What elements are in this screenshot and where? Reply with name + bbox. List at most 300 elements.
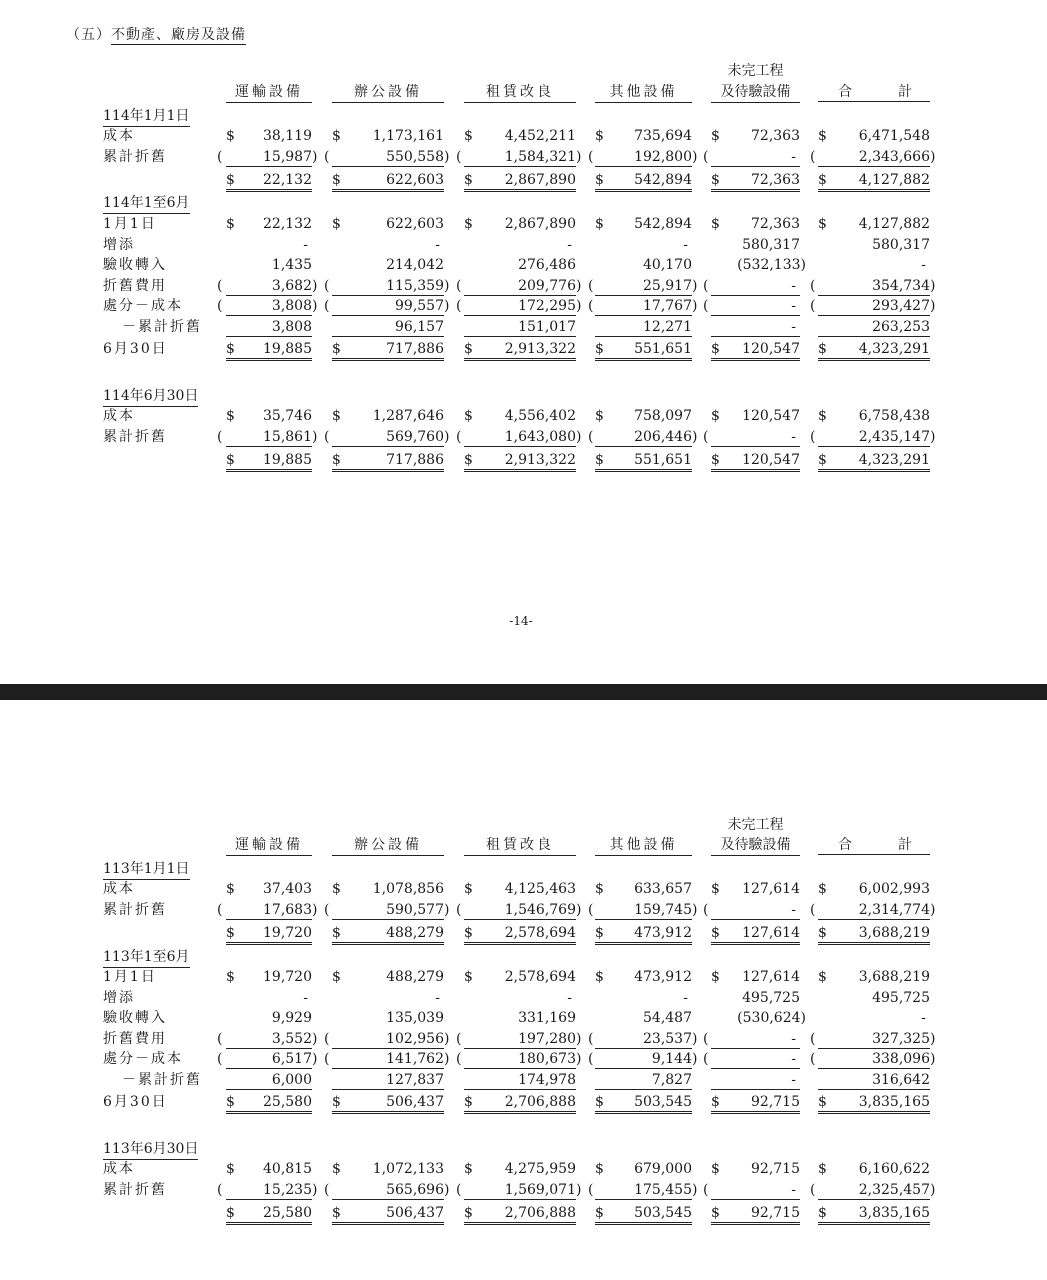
paren-open: ( bbox=[456, 298, 462, 314]
paren-open: ( bbox=[703, 277, 709, 294]
column-header-leasehold: 租賃改良 bbox=[464, 836, 576, 856]
paren-close: ) bbox=[312, 902, 318, 918]
paren-open: ( bbox=[703, 902, 709, 918]
paren-open: ( bbox=[703, 298, 709, 314]
currency-sign: $ bbox=[464, 172, 473, 188]
cell-value: 175,455 bbox=[634, 1182, 692, 1198]
row-label: 折舊費用 bbox=[103, 1030, 167, 1047]
currency-sign: $ bbox=[226, 128, 235, 144]
cell-value: - bbox=[303, 236, 308, 253]
cell-value: 338,096 bbox=[872, 1051, 930, 1067]
currency-sign: $ bbox=[818, 1161, 827, 1177]
paren-close: ) bbox=[312, 298, 318, 314]
cell-value: - bbox=[435, 236, 440, 253]
cell-value: - bbox=[791, 318, 796, 335]
paren-close: ) bbox=[930, 1030, 936, 1047]
cell-value: - bbox=[683, 236, 688, 253]
section-title-text: 不動產、廠房及設備 bbox=[111, 27, 246, 43]
paren-close: ) bbox=[930, 1051, 936, 1067]
row-label: 處分－成本 bbox=[103, 1051, 183, 1067]
cell-value: 120,547 bbox=[742, 408, 800, 424]
cell-value: 495,725 bbox=[872, 989, 930, 1006]
cell-value: 717,886 bbox=[386, 452, 444, 468]
currency-sign: $ bbox=[464, 1205, 473, 1221]
cell-value: 2,325,457 bbox=[858, 1182, 930, 1198]
cell-value: 580,317 bbox=[872, 236, 930, 253]
column-header-transport: 運輸設備 bbox=[226, 83, 312, 103]
cell-value: 54,487 bbox=[643, 1010, 692, 1026]
currency-sign: $ bbox=[332, 172, 341, 188]
row-label: 折舊費用 bbox=[103, 277, 167, 294]
paren-open: ( bbox=[810, 429, 816, 445]
cell-value: 590,577 bbox=[386, 902, 444, 918]
currency-sign: $ bbox=[595, 216, 604, 232]
cell-value: 2,913,322 bbox=[504, 341, 576, 357]
row-label: 累計折舊 bbox=[103, 429, 167, 445]
cell-value: 6,002,993 bbox=[858, 881, 930, 897]
cell-value: 96,157 bbox=[395, 318, 444, 335]
cell-value: 3,688,219 bbox=[858, 925, 930, 941]
column-header-unfinished: 及待驗設備 bbox=[711, 83, 800, 103]
cell-value: 4,452,211 bbox=[504, 128, 576, 144]
row-label: 處分－成本 bbox=[103, 298, 183, 314]
cell-value: - bbox=[921, 1010, 926, 1026]
paren-close: ) bbox=[692, 277, 698, 294]
cell-value: 6,160,622 bbox=[858, 1161, 930, 1177]
cell-value: 1,072,133 bbox=[372, 1161, 444, 1177]
column-header-leasehold: 租賃改良 bbox=[464, 83, 576, 103]
paren-close: ) bbox=[576, 298, 582, 314]
column-header-other: 其他設備 bbox=[595, 83, 692, 103]
paren-open: ( bbox=[588, 1182, 594, 1198]
cell-value: 1,435 bbox=[271, 257, 312, 273]
cell-value: 488,279 bbox=[386, 969, 444, 985]
row-label: －累計折舊 bbox=[122, 318, 202, 335]
currency-sign: $ bbox=[464, 925, 473, 941]
paren-close: ) bbox=[576, 277, 582, 294]
paren-close: ) bbox=[930, 1182, 936, 1198]
cell-value: 473,912 bbox=[634, 925, 692, 941]
cell-value: (532,133) bbox=[737, 257, 806, 273]
paren-open: ( bbox=[217, 429, 223, 445]
cell-value: 633,657 bbox=[634, 881, 692, 897]
currency-sign: $ bbox=[464, 881, 473, 897]
currency-sign: $ bbox=[818, 881, 827, 897]
paren-open: ( bbox=[810, 298, 816, 314]
row-label: 累計折舊 bbox=[103, 1182, 167, 1198]
cell-value: 127,614 bbox=[742, 881, 800, 897]
cell-value: 3,682 bbox=[271, 277, 312, 294]
paren-open: ( bbox=[456, 277, 462, 294]
paren-close: ) bbox=[692, 1051, 698, 1067]
currency-sign: $ bbox=[711, 128, 720, 144]
cell-value: 473,912 bbox=[634, 969, 692, 985]
cell-value: 316,642 bbox=[872, 1071, 930, 1088]
paren-close: ) bbox=[444, 298, 450, 314]
paren-close: ) bbox=[444, 902, 450, 918]
currency-sign: $ bbox=[818, 1094, 827, 1110]
section-title-prefix: （五） bbox=[66, 27, 111, 43]
cell-value: 17,683 bbox=[263, 902, 312, 918]
cell-value: 495,725 bbox=[742, 989, 800, 1006]
cell-value: 503,545 bbox=[634, 1094, 692, 1110]
cell-value: 1,078,856 bbox=[372, 881, 444, 897]
paren-close: ) bbox=[692, 298, 698, 314]
paren-close: ) bbox=[930, 277, 936, 294]
currency-sign: $ bbox=[595, 1205, 604, 1221]
cell-value: 22,132 bbox=[263, 172, 312, 188]
paren-open: ( bbox=[217, 1030, 223, 1047]
currency-sign: $ bbox=[711, 925, 720, 941]
paren-close: ) bbox=[312, 149, 318, 165]
cell-value: 192,800 bbox=[634, 149, 692, 165]
row-label: 6月30日 bbox=[103, 1094, 168, 1110]
cell-value: 19,885 bbox=[263, 341, 312, 357]
currency-sign: $ bbox=[711, 881, 720, 897]
paren-open: ( bbox=[456, 1051, 462, 1067]
column-header-total bbox=[818, 836, 930, 855]
paren-open: ( bbox=[703, 1051, 709, 1067]
currency-sign: $ bbox=[332, 1161, 341, 1177]
cell-value: 758,097 bbox=[634, 408, 692, 424]
cell-value: - bbox=[791, 1182, 796, 1198]
cell-value: - bbox=[567, 236, 572, 253]
paren-open: ( bbox=[217, 902, 223, 918]
cell-value: 1,569,071 bbox=[504, 1182, 576, 1198]
cell-value: 6,758,438 bbox=[858, 408, 930, 424]
cell-value: - bbox=[791, 1030, 796, 1047]
cell-value: 141,762 bbox=[386, 1051, 444, 1067]
currency-sign: $ bbox=[595, 925, 604, 941]
cell-value: 4,323,291 bbox=[858, 341, 930, 357]
cell-value: 542,894 bbox=[634, 216, 692, 232]
cell-value: 19,720 bbox=[263, 925, 312, 941]
cell-value: 506,437 bbox=[386, 1094, 444, 1110]
currency-sign: $ bbox=[595, 969, 604, 985]
currency-sign: $ bbox=[818, 925, 827, 941]
cell-value: 40,815 bbox=[263, 1161, 312, 1177]
paren-open: ( bbox=[217, 149, 223, 165]
currency-sign: $ bbox=[818, 216, 827, 232]
paren-open: ( bbox=[456, 1182, 462, 1198]
paren-close: ) bbox=[444, 429, 450, 445]
cell-value: 331,169 bbox=[518, 1010, 576, 1026]
currency-sign: $ bbox=[818, 172, 827, 188]
cell-value: 679,000 bbox=[634, 1161, 692, 1177]
currency-sign: $ bbox=[711, 969, 720, 985]
cell-value: 151,017 bbox=[518, 318, 576, 335]
currency-sign: $ bbox=[818, 452, 827, 468]
paren-close: ) bbox=[576, 149, 582, 165]
paren-open: ( bbox=[703, 1182, 709, 1198]
cell-value: 3,808 bbox=[271, 318, 312, 335]
cell-value: 2,706,888 bbox=[504, 1205, 576, 1221]
cell-value: 4,125,463 bbox=[504, 881, 576, 897]
cell-value: - bbox=[791, 298, 796, 314]
cell-value: 4,323,291 bbox=[858, 452, 930, 468]
cell-value: 488,279 bbox=[386, 925, 444, 941]
group-heading: 113年6月30日 bbox=[103, 1140, 198, 1160]
paren-open: ( bbox=[810, 277, 816, 294]
section-title bbox=[66, 26, 246, 44]
paren-open: ( bbox=[324, 298, 330, 314]
paren-close: ) bbox=[930, 429, 936, 445]
cell-value: 2,435,147 bbox=[858, 429, 930, 445]
row-label: 驗收轉入 bbox=[103, 257, 167, 273]
cell-value: 180,673 bbox=[518, 1051, 576, 1067]
cell-value: 92,715 bbox=[751, 1161, 800, 1177]
cell-value: 92,715 bbox=[751, 1094, 800, 1110]
cell-value: 174,978 bbox=[518, 1071, 576, 1088]
paren-open: ( bbox=[588, 298, 594, 314]
currency-sign: $ bbox=[818, 341, 827, 357]
cell-value: 276,486 bbox=[518, 257, 576, 273]
currency-sign: $ bbox=[711, 1094, 720, 1110]
paren-open: ( bbox=[324, 902, 330, 918]
cell-value: 565,696 bbox=[386, 1182, 444, 1198]
cell-value: 506,437 bbox=[386, 1205, 444, 1221]
cell-value: 6,517 bbox=[271, 1051, 312, 1067]
cell-value: 19,885 bbox=[263, 452, 312, 468]
currency-sign: $ bbox=[464, 408, 473, 424]
paren-open: ( bbox=[703, 429, 709, 445]
currency-sign: $ bbox=[226, 452, 235, 468]
currency-sign: $ bbox=[711, 1205, 720, 1221]
paren-close: ) bbox=[692, 902, 698, 918]
paren-close: ) bbox=[312, 1051, 318, 1067]
row-label: 成本 bbox=[103, 881, 135, 897]
cell-value: 717,886 bbox=[386, 341, 444, 357]
paren-open: ( bbox=[456, 1030, 462, 1047]
cell-value: 127,614 bbox=[742, 969, 800, 985]
cell-value: 622,603 bbox=[386, 216, 444, 232]
currency-sign: $ bbox=[226, 925, 235, 941]
cell-value: 4,127,882 bbox=[858, 172, 930, 188]
cell-value: - bbox=[791, 902, 796, 918]
cell-value: 206,446 bbox=[634, 429, 692, 445]
currency-sign: $ bbox=[595, 1094, 604, 1110]
column-header-transport: 運輸設備 bbox=[226, 836, 312, 856]
cell-value: 22,132 bbox=[263, 216, 312, 232]
cell-value: 1,546,769 bbox=[504, 902, 576, 918]
currency-sign: $ bbox=[711, 408, 720, 424]
paren-open: ( bbox=[217, 1051, 223, 1067]
cell-value: 4,556,402 bbox=[504, 408, 576, 424]
paren-close: ) bbox=[576, 1051, 582, 1067]
currency-sign: $ bbox=[818, 1205, 827, 1221]
cell-value: 17,767 bbox=[643, 298, 692, 314]
paren-open: ( bbox=[588, 429, 594, 445]
cell-value: 92,715 bbox=[751, 1205, 800, 1221]
paren-open: ( bbox=[217, 298, 223, 314]
row-label: 驗收轉入 bbox=[103, 1010, 167, 1026]
paren-open: ( bbox=[456, 149, 462, 165]
currency-sign: $ bbox=[711, 216, 720, 232]
cell-value: 25,580 bbox=[263, 1094, 312, 1110]
cell-value: 2,706,888 bbox=[504, 1094, 576, 1110]
cell-value: 4,275,959 bbox=[504, 1161, 576, 1177]
column-header-total-b: 計 bbox=[898, 84, 912, 100]
cell-value: 7,827 bbox=[651, 1071, 692, 1088]
column-header-total-a: 合 bbox=[838, 84, 852, 100]
cell-value: 6,471,548 bbox=[858, 128, 930, 144]
currency-sign: $ bbox=[818, 969, 827, 985]
paren-open: ( bbox=[810, 149, 816, 165]
page-number: -14- bbox=[509, 614, 533, 628]
cell-value: 735,694 bbox=[634, 128, 692, 144]
cell-value: - bbox=[791, 1051, 796, 1067]
currency-sign: $ bbox=[595, 452, 604, 468]
paren-open: ( bbox=[217, 277, 223, 294]
currency-sign: $ bbox=[226, 969, 235, 985]
paren-open: ( bbox=[810, 1051, 816, 1067]
paren-close: ) bbox=[930, 298, 936, 314]
currency-sign: $ bbox=[464, 1094, 473, 1110]
cell-value: 135,039 bbox=[386, 1010, 444, 1026]
cell-value: 2,343,666 bbox=[858, 149, 930, 165]
paren-close: ) bbox=[312, 277, 318, 294]
currency-sign: $ bbox=[595, 881, 604, 897]
currency-sign: $ bbox=[332, 408, 341, 424]
currency-sign: $ bbox=[332, 216, 341, 232]
cell-value: 23,537 bbox=[643, 1030, 692, 1047]
paren-close: ) bbox=[444, 1051, 450, 1067]
currency-sign: $ bbox=[226, 341, 235, 357]
currency-sign: $ bbox=[595, 1161, 604, 1177]
cell-value: 6,000 bbox=[271, 1071, 312, 1088]
cell-value: 2,913,322 bbox=[504, 452, 576, 468]
currency-sign: $ bbox=[332, 128, 341, 144]
paren-close: ) bbox=[576, 1182, 582, 1198]
column-header-other: 其他設備 bbox=[595, 836, 692, 856]
paren-open: ( bbox=[217, 1182, 223, 1198]
currency-sign: $ bbox=[595, 172, 604, 188]
paren-open: ( bbox=[810, 902, 816, 918]
currency-sign: $ bbox=[818, 128, 827, 144]
currency-sign: $ bbox=[464, 1161, 473, 1177]
cell-value: 622,603 bbox=[386, 172, 444, 188]
currency-sign: $ bbox=[711, 1161, 720, 1177]
group-heading: 114年1至6月 bbox=[103, 194, 190, 214]
column-header-unfinished-top: 未完工程 bbox=[727, 63, 784, 79]
currency-sign: $ bbox=[226, 1161, 235, 1177]
cell-value: 2,867,890 bbox=[504, 216, 576, 232]
paren-close: ) bbox=[692, 149, 698, 165]
paren-close: ) bbox=[444, 277, 450, 294]
cell-value: 72,363 bbox=[751, 172, 800, 188]
group-heading: 113年1至6月 bbox=[103, 948, 190, 968]
paren-open: ( bbox=[588, 1030, 594, 1047]
row-label: 增添 bbox=[103, 989, 135, 1006]
column-header-total-a: 合 bbox=[838, 837, 852, 853]
cell-value: 550,558 bbox=[386, 149, 444, 165]
cell-value: - bbox=[791, 429, 796, 445]
cell-value: 197,280 bbox=[518, 1030, 576, 1047]
paren-close: ) bbox=[444, 149, 450, 165]
paren-close: ) bbox=[312, 1030, 318, 1047]
currency-sign: $ bbox=[595, 128, 604, 144]
row-label: 成本 bbox=[103, 408, 135, 424]
cell-value: 127,837 bbox=[386, 1071, 444, 1088]
paren-close: ) bbox=[576, 1030, 582, 1047]
currency-sign: $ bbox=[818, 408, 827, 424]
cell-value: 3,808 bbox=[271, 298, 312, 314]
cell-value: 25,917 bbox=[643, 277, 692, 294]
cell-value: 12,271 bbox=[643, 318, 692, 335]
row-label: 成本 bbox=[103, 1161, 135, 1177]
cell-value: (530,624) bbox=[737, 1010, 806, 1026]
row-label: 6月30日 bbox=[103, 341, 168, 357]
cell-value: 159,745 bbox=[634, 902, 692, 918]
currency-sign: $ bbox=[464, 452, 473, 468]
paren-open: ( bbox=[588, 1051, 594, 1067]
column-header-office: 辦公設備 bbox=[332, 83, 444, 103]
paren-open: ( bbox=[324, 149, 330, 165]
paren-open: ( bbox=[456, 902, 462, 918]
column-header-office: 辦公設備 bbox=[332, 836, 444, 856]
currency-sign: $ bbox=[332, 452, 341, 468]
paren-close: ) bbox=[312, 429, 318, 445]
cell-value: 127,614 bbox=[742, 925, 800, 941]
cell-value: 327,325 bbox=[872, 1030, 930, 1047]
cell-value: 25,580 bbox=[263, 1205, 312, 1221]
currency-sign: $ bbox=[332, 881, 341, 897]
paren-open: ( bbox=[456, 429, 462, 445]
cell-value: 72,363 bbox=[751, 216, 800, 232]
paren-open: ( bbox=[324, 1051, 330, 1067]
cell-value: 120,547 bbox=[742, 452, 800, 468]
paren-open: ( bbox=[324, 1182, 330, 1198]
cell-value: 2,578,694 bbox=[504, 969, 576, 985]
paren-close: ) bbox=[576, 902, 582, 918]
paren-close: ) bbox=[312, 1182, 318, 1198]
column-header-total bbox=[818, 83, 930, 102]
paren-open: ( bbox=[703, 1030, 709, 1047]
cell-value: 37,403 bbox=[263, 881, 312, 897]
cell-value: - bbox=[791, 1071, 796, 1088]
currency-sign: $ bbox=[226, 216, 235, 232]
paren-open: ( bbox=[324, 277, 330, 294]
row-label: 累計折舊 bbox=[103, 149, 167, 165]
currency-sign: $ bbox=[464, 969, 473, 985]
cell-value: 15,987 bbox=[263, 149, 312, 165]
cell-value: 1,173,161 bbox=[372, 128, 444, 144]
cell-value: 19,720 bbox=[263, 969, 312, 985]
currency-sign: $ bbox=[595, 341, 604, 357]
currency-sign: $ bbox=[464, 341, 473, 357]
cell-value: 40,170 bbox=[643, 257, 692, 273]
cell-value: 4,127,882 bbox=[858, 216, 930, 232]
cell-value: 15,861 bbox=[263, 429, 312, 445]
paren-open: ( bbox=[588, 277, 594, 294]
cell-value: 1,643,080 bbox=[504, 429, 576, 445]
page-bottom bbox=[0, 700, 1047, 1280]
cell-value: 3,835,165 bbox=[858, 1094, 930, 1110]
cell-value: 551,651 bbox=[634, 452, 692, 468]
cell-value: - bbox=[921, 257, 926, 273]
paren-close: ) bbox=[930, 149, 936, 165]
cell-value: - bbox=[791, 277, 796, 294]
row-label: 增添 bbox=[103, 236, 135, 253]
column-header-unfinished-top: 未完工程 bbox=[727, 817, 784, 833]
cell-value: 2,314,774 bbox=[858, 902, 930, 918]
paren-close: ) bbox=[576, 429, 582, 445]
cell-value: 9,144 bbox=[651, 1051, 692, 1067]
cell-value: 172,295 bbox=[518, 298, 576, 314]
row-label: 1月1日 bbox=[103, 216, 157, 232]
cell-value: - bbox=[791, 149, 796, 165]
currency-sign: $ bbox=[595, 408, 604, 424]
